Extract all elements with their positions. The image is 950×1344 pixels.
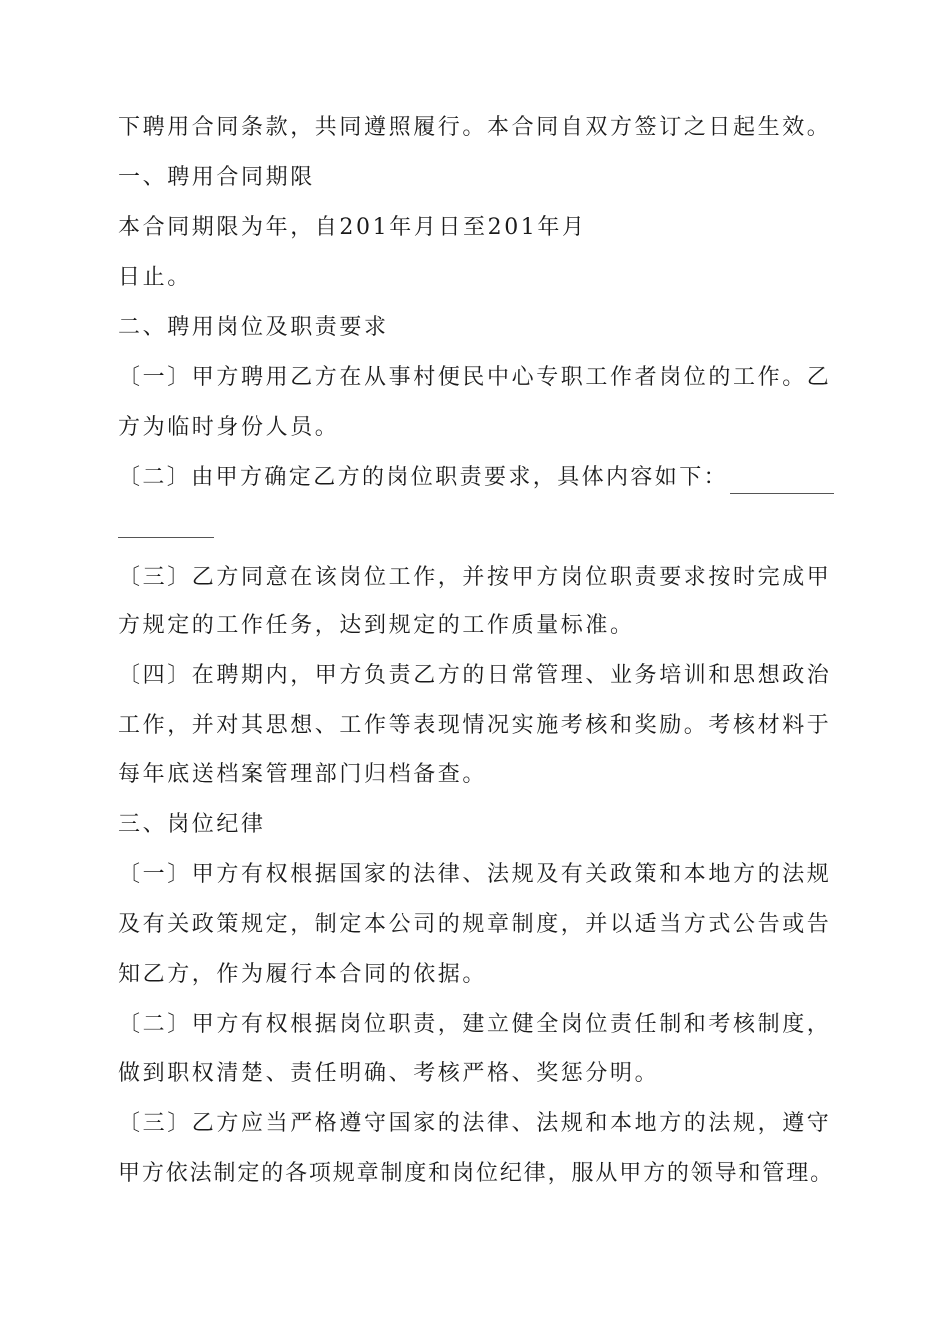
paragraph-line: 本合同期限为年，自201年月日至201年月 — [118, 215, 587, 240]
section-heading: 三、岗位纪律 — [118, 812, 266, 837]
fill-in-blank — [730, 492, 834, 494]
paragraph-line: 知乙方，作为履行本合同的依据。 — [118, 962, 488, 987]
paragraph-line: 〔二〕甲方有权根据岗位职责，建立健全岗位责任制和考核制度， — [118, 1012, 832, 1037]
paragraph-line: 每年底送档案管理部门归档备查。 — [118, 762, 488, 787]
paragraph-line: 〔一〕甲方有权根据国家的法律、法规及有关政策和本地方的法规 — [118, 862, 832, 887]
paragraph-line: 〔四〕在聘期内，甲方负责乙方的日常管理、业务培训和思想政治 — [118, 663, 832, 688]
paragraph-line: 做到职权清楚、责任明确、考核严格、奖惩分明。 — [118, 1061, 660, 1086]
paragraph-line: 甲方依法制定的各项规章制度和岗位纪律，服从甲方的领导和管理。 — [118, 1161, 835, 1186]
paragraph-line — [118, 463, 834, 494]
paragraph-line: 〔一〕甲方聘用乙方在从事村便民中心专职工作者岗位的工作。乙 — [118, 365, 832, 390]
paragraph-line: 方为临时身份人员。 — [118, 415, 340, 440]
paragraph-line: 及有关政策规定，制定本公司的规章制度，并以适当方式公告或告 — [118, 912, 832, 937]
paragraph-line: 工作，并对其思想、工作等表现情况实施考核和奖励。考核材料于 — [118, 713, 832, 738]
paragraph-line: 日止。 — [118, 265, 192, 290]
section-heading: 二、聘用岗位及职责要求 — [118, 315, 389, 340]
fill-in-blank-continued — [118, 537, 214, 538]
paragraph-line: 下聘用合同条款，共同遵照履行。本合同自双方签订之日起生效。 — [118, 115, 832, 140]
paragraph-text: 〔二〕由甲方确定乙方的岗位职责要求，具体内容如下： — [118, 465, 729, 490]
paragraph-line: 方规定的工作任务，达到规定的工作质量标准。 — [118, 613, 635, 638]
section-heading: 一、聘用合同期限 — [118, 165, 315, 190]
paragraph-line: 〔三〕乙方应当严格遵守国家的法律、法规和本地方的法规，遵守 — [118, 1111, 832, 1136]
paragraph-line: 〔三〕乙方同意在该岗位工作，并按甲方岗位职责要求按时完成甲 — [118, 565, 832, 590]
